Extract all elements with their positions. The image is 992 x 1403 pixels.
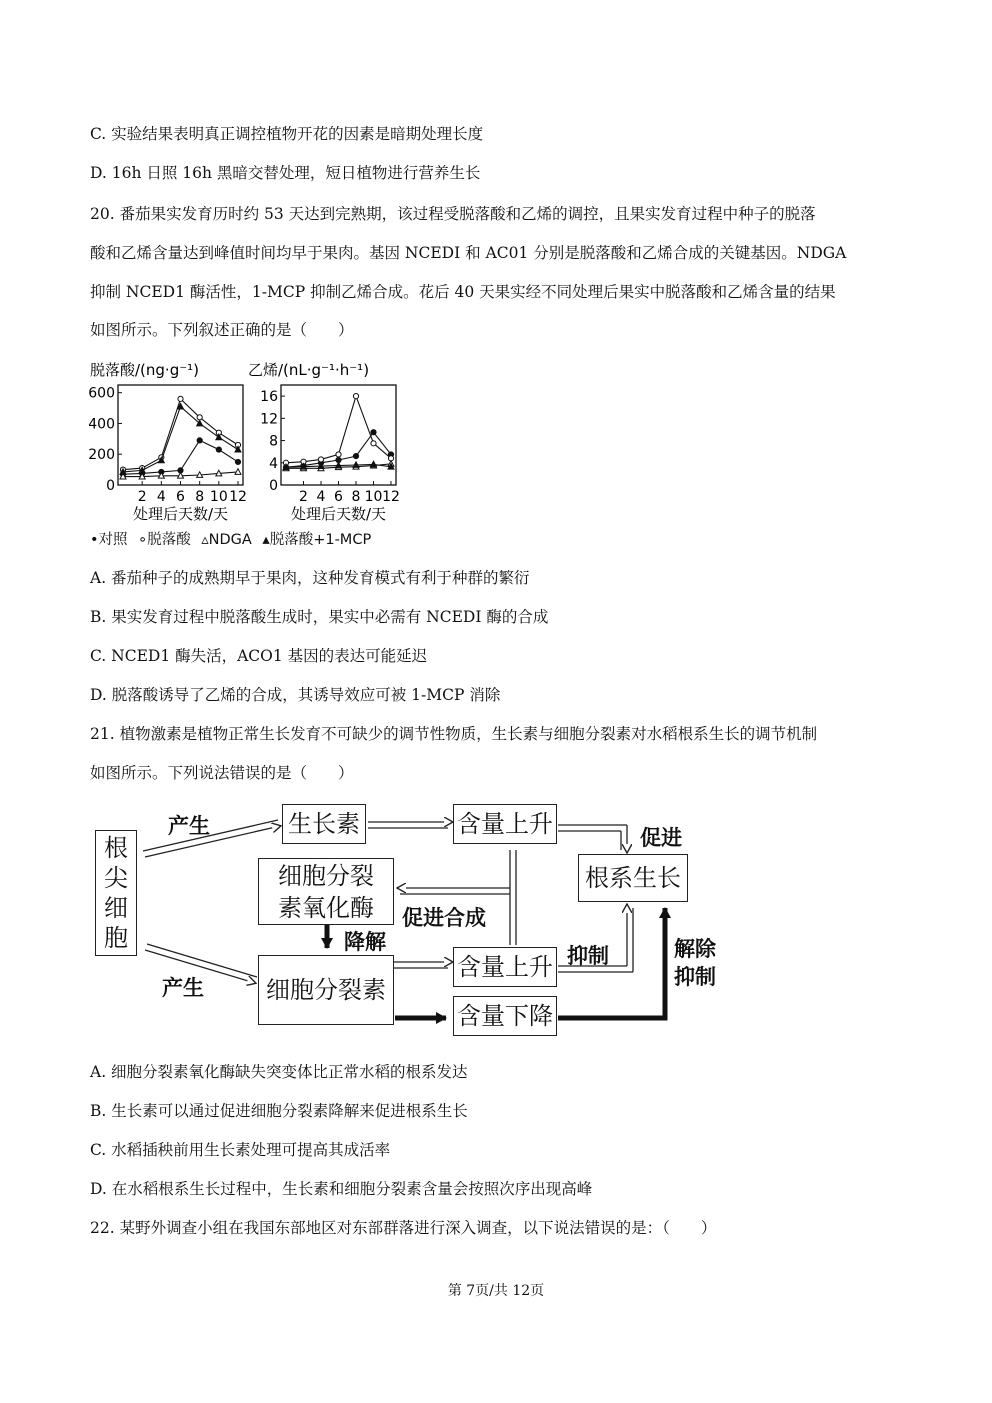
chart-1-xtick-label: 8	[351, 489, 361, 505]
q20-stem-line-1: 20. 番茄果实发育历时约 53 天达到完熟期，该过程受脱落酸和乙烯的调控，且果实发育过程中种子的脱落	[90, 205, 816, 223]
chart-0-xtick-label: 8	[195, 489, 205, 505]
chart-1-point-1-3	[336, 452, 341, 457]
q20-option-b: B. 果实发育过程中脱落酸生成时，果实中必需有 NCEDI 酶的合成	[90, 608, 549, 626]
chart-1-ytick-label: 12	[260, 411, 278, 428]
chart-0-point-1-3	[178, 396, 183, 401]
chart-1-ylabel: 乙烯/(nL·g⁻¹·h⁻¹)	[248, 361, 370, 379]
chart-0-point-0-6	[235, 459, 240, 464]
q21-diagram	[90, 790, 725, 1040]
q20-charts	[88, 355, 418, 530]
inhibit-label: 抑制	[567, 944, 609, 968]
chart-0-xlabel: 处理后天数/天	[132, 505, 229, 523]
legend-control: •对照	[90, 532, 128, 548]
chart-0-point-1-4	[197, 415, 202, 420]
auxin-box: 生长素	[282, 804, 366, 844]
q21-option-c: C. 水稻插秧前用生长素处理可提高其成活率	[90, 1141, 391, 1159]
chart-1-point-1-5	[371, 441, 376, 446]
chart-1-point-1-2	[318, 457, 323, 462]
q20-option-c: C. NCED1 酶失活，ACO1 基因的表达可能延迟	[90, 647, 428, 665]
chart-1-point-1-4	[353, 394, 358, 399]
cytokinin-fall-box: 含量下降	[453, 996, 557, 1036]
q19-option-c: C. 实验结果表明真正调控植物开花的因素是暗期处理长度	[90, 125, 484, 143]
degrade-label: 降解	[344, 930, 386, 954]
chart-legend	[90, 528, 377, 549]
legend-ndga: ▵NDGA	[201, 532, 252, 548]
chart-1-ytick-label: 8	[269, 433, 278, 450]
ckx-box: 细胞分裂素氧化酶	[258, 858, 394, 925]
q21-option-b: B. 生长素可以通过促进细胞分裂素降解来促进根系生长	[90, 1102, 468, 1120]
promote-label: 促进	[640, 826, 682, 850]
chart-1-point-0-5	[371, 430, 376, 435]
chart-1-xtick-label: 12	[382, 489, 400, 505]
q20-stem-line-2: 酸和乙烯含量达到峰值时间均早于果肉。基因 NCEDI 和 AC01 分别是脱落酸和乙烯合成的关键基因。NDGA	[90, 244, 847, 262]
chart-1-xtick-label: 6	[334, 489, 343, 505]
cytokinin-rise-box: 含量上升	[453, 947, 557, 987]
chart-1-ytick-label: 0	[269, 478, 278, 494]
q21-option-d: D. 在水稻根系生长过程中，生长素和细胞分裂素含量会按照次序出现高峰	[90, 1180, 593, 1198]
legend-aba-mcp: ▴脱落酸+1-MCP	[262, 532, 372, 548]
q20-option-d: D. 脱落酸诱导了乙烯的合成，其诱导效应可被 1-MCP 消除	[90, 686, 501, 704]
root-growth-box: 根系生长	[578, 854, 688, 902]
produce-label-2: 产生	[162, 976, 204, 1000]
legend-aba: ∘脱落酸	[138, 532, 191, 548]
chart-1-xtick-label: 10	[364, 489, 383, 505]
cytokinin-box: 细胞分裂素	[258, 955, 394, 1025]
chart-0-ytick-label: 200	[88, 447, 115, 464]
q19-option-d: D. 16h 日照 16h 黑暗交替处理，短日植物进行营养生长	[90, 164, 481, 182]
q22-stem: 22. 某野外调查小组在我国东部地区对东部群落进行深入调查，以下说法错误的是：（ ）	[90, 1219, 717, 1237]
chart-0-ylabel: 脱落酸/(ng·g⁻¹)	[90, 361, 200, 379]
chart-0-xtick-label: 10	[209, 489, 228, 505]
chart-0-ytick-label: 400	[88, 416, 115, 433]
chart-1-xtick-label: 4	[316, 489, 326, 505]
chart-1-ytick-label: 4	[269, 455, 278, 472]
chart-1-ytick-label: 16	[260, 389, 278, 406]
chart-1-xlabel: 处理后天数/天	[290, 505, 387, 523]
chart-0-point-0-4	[197, 438, 202, 443]
root-tip-cell-box: 根尖细胞	[95, 830, 137, 956]
produce-label-1: 产生	[168, 814, 210, 838]
chart-0-ytick-label: 0	[106, 478, 115, 494]
chart-0-point-2-6	[235, 469, 241, 475]
q20-stem-line-3: 抑制 NCED1 酶活性，1-MCP 抑制乙烯合成。花后 40 天果实经不同处理后果实中脱落酸和乙烯含量的结果	[90, 283, 836, 301]
chart-0-xtick-label: 2	[137, 489, 147, 505]
q21-stem-line-1: 21. 植物激素是植物正常生长发育不可缺少的调节性物质，生长素与细胞分裂素对水稻根系生长的调节机制	[90, 725, 818, 743]
chart-0-xtick-label: 6	[176, 489, 185, 505]
chart-0-ytick-label: 600	[88, 385, 115, 402]
page-footer: 第 7页/共 12页	[447, 1283, 545, 1299]
chart-0-xtick-label: 4	[156, 489, 166, 505]
q21-option-a: A. 细胞分裂素氧化酶缺失突变体比正常水稻的根系发达	[90, 1063, 468, 1081]
q21-stem-line-2: 如图所示。下列说法错误的是（ ）	[90, 764, 354, 782]
chart-1-point-0-4	[353, 454, 358, 459]
chart-0-xtick-label: 12	[229, 489, 247, 505]
chart-0-point-0-5	[216, 447, 221, 452]
release-inhibit-label: 解除抑制	[674, 937, 716, 989]
chart-1-xtick-label: 2	[299, 489, 308, 505]
q20-stem-line-4: 如图所示。下列叙述正确的是（ ）	[90, 321, 354, 339]
q20-option-a: A. 番茄种子的成熟期早于果肉，这种发育模式有利于种群的繁衍	[90, 569, 530, 587]
auxin-rise-box: 含量上升	[453, 804, 557, 844]
promote-synthesis-label: 促进合成	[402, 906, 486, 930]
